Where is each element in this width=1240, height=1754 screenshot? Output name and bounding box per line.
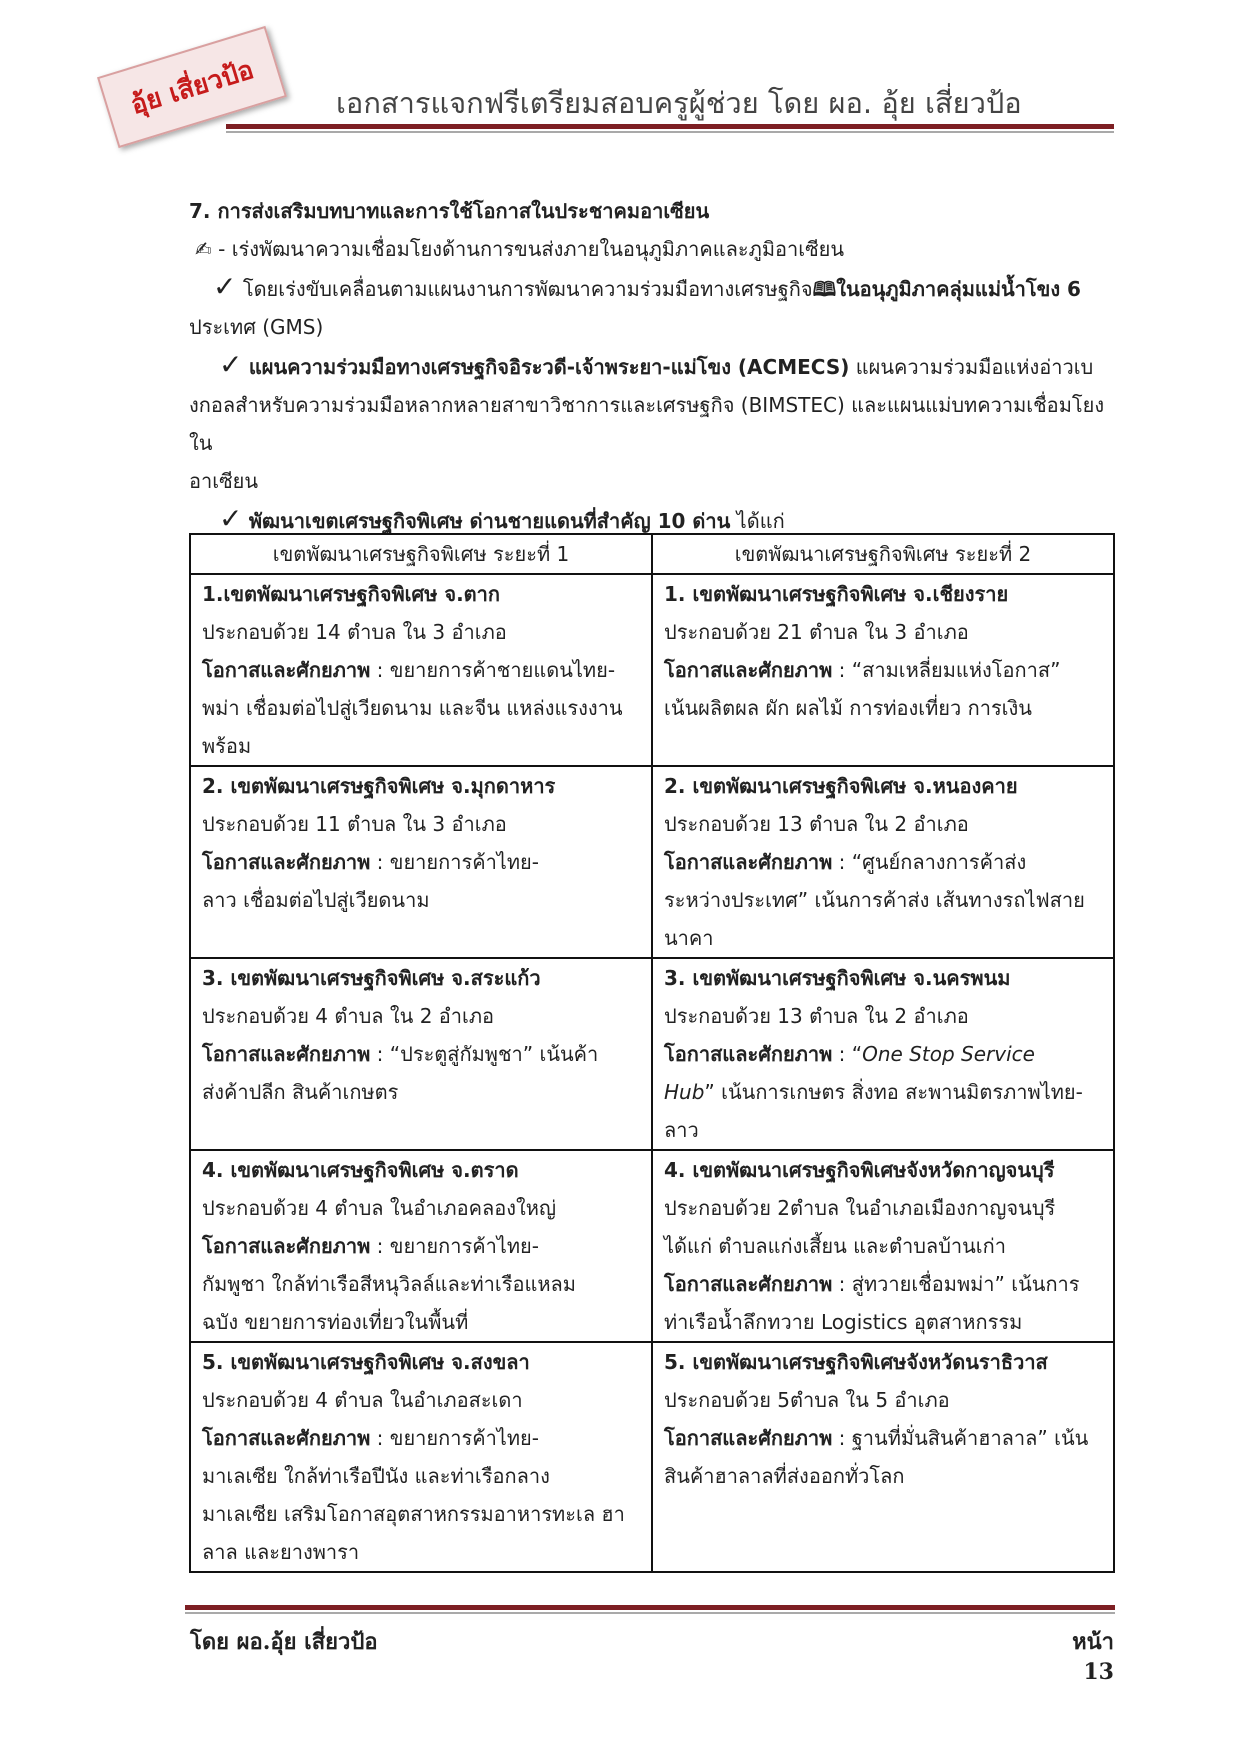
- zone-line-rest: ” เน้นการเกษตร สิ่งทอ สะพานมิตรภาพไทย-: [704, 1080, 1083, 1104]
- page-number: หน้า 13: [1072, 1629, 1114, 1685]
- zone-opportunity: [664, 1035, 1105, 1073]
- stamp-logo: อุ้ย เสี่ยวป้อ: [97, 26, 287, 148]
- header-rule-shadow: [226, 131, 1114, 133]
- table-cell: [652, 958, 1114, 1150]
- table-cell: [190, 766, 652, 958]
- zone-opportunity: [202, 1419, 643, 1457]
- check3-bold: พัฒนาเขตเศรษฐกิจพิเศษ ด่านชายแดนที่สำคัญ 10 ด่าน: [248, 509, 731, 533]
- opportunity-label: โอกาสและศักยภาพ: [202, 850, 371, 874]
- zone-line: ลาล และยางพารา: [202, 1540, 360, 1564]
- check-item-acmecs: [189, 346, 1115, 386]
- opportunity-text: : ขยายการค้าชายแดนไทย-: [370, 658, 616, 682]
- opportunity-label: โอกาสและศักยภาพ: [664, 1272, 833, 1296]
- table-cell: [652, 1150, 1114, 1342]
- table-row: [190, 574, 1114, 766]
- header-rule: [226, 124, 1114, 129]
- check1-bold: ในอนุภูมิภาคลุ่มแม่น้ำโขง 6: [836, 277, 1081, 301]
- opportunity-text: : ขยายการค้าไทย-: [370, 850, 539, 874]
- zone-title: 4. เขตพัฒนาเศรษฐกิจพิเศษ จ.ตราด: [202, 1158, 519, 1182]
- table-header-row: [190, 534, 1114, 574]
- opportunity-text: : ขยายการค้าไทย-: [370, 1426, 539, 1450]
- zone-line: ท่าเรือน้ำลึกทวาย Logistics อุตสาหกรรม: [664, 1310, 1023, 1334]
- zone-opportunity: [202, 651, 643, 689]
- table-cell: [652, 574, 1114, 766]
- check2-rest1: แผนความร่วมมือแห่งอ่าวเบ: [849, 355, 1094, 379]
- opportunity-label: โอกาสและศักยภาพ: [664, 1426, 833, 1450]
- zone-line: [664, 1073, 1105, 1111]
- table-cell: [190, 574, 652, 766]
- bullet-intro: [189, 230, 1115, 268]
- zone-line: ฉบัง ขยายการท่องเที่ยวในพื้นที่: [202, 1310, 469, 1334]
- section-content: [189, 192, 1115, 540]
- opportunity-label: โอกาสและศักยภาพ: [664, 1042, 833, 1066]
- zone-line: ประกอบด้วย 5ตำบล ใน 5 อำเภอ: [664, 1388, 950, 1412]
- opportunity-text: : “สามเหลี่ยมแห่งโอกาส”: [832, 658, 1061, 682]
- checkmark-icon: ✓: [213, 270, 237, 303]
- zone-line-italic: Hub: [664, 1080, 705, 1104]
- zone-line: ประกอบด้วย 4 ตำบล ในอำเภอสะเดา: [202, 1388, 523, 1412]
- opportunity-label: โอกาสและศักยภาพ: [202, 1426, 371, 1450]
- zone-line: ได้แก่ ตำบลแก่งเสี้ยน และตำบลบ้านเก่า: [664, 1234, 1006, 1258]
- zone-title: 2. เขตพัฒนาเศรษฐกิจพิเศษ จ.มุกดาหาร: [202, 774, 556, 798]
- zone-line: ลาว เชื่อมต่อไปสู่เวียดนาม: [202, 888, 430, 912]
- zone-line: พม่า เชื่อมต่อไปสู่เวียดนาม และจีน แหล่งแรงงาน: [202, 696, 623, 720]
- zone-line: กัมพูชา ใกล้ท่าเรือสีหนุวิลล์และท่าเรือแหลม: [202, 1272, 576, 1296]
- zone-line: มาเลเซีย เสริมโอกาสอุตสาหกรรมอาหารทะเล ฮา: [202, 1502, 625, 1526]
- section-heading: 7. การส่งเสริมบทบาทและการใช้โอกาสในประชาคมอาเซียน: [189, 199, 710, 223]
- zone-line: ลาว: [664, 1118, 699, 1142]
- opportunity-text: : “ศูนย์กลางการค้าส่ง: [832, 850, 1027, 874]
- opportunity-text: : “ประตูสู่กัมพูชา” เน้นค้า: [370, 1042, 599, 1066]
- zone-line: ประกอบด้วย 4 ตำบล ใน 2 อำเภอ: [202, 1004, 495, 1028]
- zone-title: 3. เขตพัฒนาเศรษฐกิจพิเศษ จ.สระแก้ว: [202, 966, 541, 990]
- opportunity-label: โอกาสและศักยภาพ: [202, 1042, 371, 1066]
- col2-header: เขตพัฒนาเศรษฐกิจพิเศษ ระยะที่ 2: [652, 534, 1114, 574]
- sez-table: [189, 533, 1115, 1573]
- table-cell: [190, 1150, 652, 1342]
- opportunity-label: โอกาสและศักยภาพ: [202, 1234, 371, 1258]
- table-cell: [190, 958, 652, 1150]
- zone-title: 5. เขตพัฒนาเศรษฐกิจพิเศษ จ.สงขลา: [202, 1350, 530, 1374]
- table-row: [190, 958, 1114, 1150]
- opportunity-prefix: : “: [832, 1042, 863, 1066]
- opportunity-label: โอกาสและศักยภาพ: [664, 850, 833, 874]
- writing-hand-icon: ✍: [195, 237, 212, 261]
- table-row: [190, 1150, 1114, 1342]
- zone-title: 3. เขตพัฒนาเศรษฐกิจพิเศษ จ.นครพนม: [664, 966, 1011, 990]
- check2-rest3: อาเซียน: [189, 469, 259, 493]
- opportunity-text: : สู่ทวายเชื่อมพม่า” เน้นการ: [832, 1272, 1080, 1296]
- opportunity-italic: One Stop Service: [862, 1042, 1035, 1066]
- zone-title: 1. เขตพัฒนาเศรษฐกิจพิเศษ จ.เชียงราย: [664, 582, 1009, 606]
- zone-opportunity: [664, 843, 1105, 881]
- bullet-intro-text: - เร่งพัฒนาความเชื่อมโยงด้านการขนส่งภายในอนุภูมิภาคและภูมิอาเซียน: [218, 237, 845, 261]
- zone-opportunity: [664, 1419, 1105, 1457]
- check1-tail: ประเทศ (GMS): [189, 315, 324, 339]
- check1-lead: โดยเร่งขับเคลื่อนตามแผนงานการพัฒนาความร่วมมือทางเศรษฐกิจ: [242, 277, 813, 301]
- footer-rule-shadow: [185, 1612, 1115, 1614]
- zone-opportunity: [202, 1227, 643, 1265]
- zone-line: ประกอบด้วย 21 ตำบล ใน 3 อำเภอ: [664, 620, 969, 644]
- book-icon: 🕮: [812, 277, 837, 301]
- zone-line: เน้นผลิตผล ผัก ผลไม้ การท่องเที่ยว การเงิน: [664, 696, 1032, 720]
- zone-title: 4. เขตพัฒนาเศรษฐกิจพิเศษจังหวัดกาญจนบุรี: [664, 1158, 1055, 1182]
- footer-rule: [185, 1605, 1115, 1610]
- zone-line: สินค้าฮาลาลที่ส่งออกทั่วโลก: [664, 1464, 905, 1488]
- check-item-gms: [189, 268, 1115, 308]
- check2-rest2: งกอลสำหรับความร่วมมือหลากหลายสาขาวิชาการและเศรษฐกิจ (BIMSTEC) และแผนแม่บทความเชื่อมโยงใน: [189, 393, 1105, 455]
- zone-title: 1.เขตพัฒนาเศรษฐกิจพิเศษ จ.ตาก: [202, 582, 500, 606]
- opportunity-text: : ขยายการค้าไทย-: [370, 1234, 539, 1258]
- col1-header: เขตพัฒนาเศรษฐกิจพิเศษ ระยะที่ 1: [190, 534, 652, 574]
- zone-opportunity: [664, 1265, 1105, 1303]
- header-title: เอกสารแจกฟรีเตรียมสอบครูผู้ช่วย โดย ผอ. อุ้ย เสี่ยวป้อ: [336, 86, 1022, 120]
- zone-title: 2. เขตพัฒนาเศรษฐกิจพิเศษ จ.หนองคาย: [664, 774, 1018, 798]
- zone-line: ระหว่างประเทศ” เน้นการค้าส่ง เส้นทางรถไฟสาย: [664, 888, 1085, 912]
- table-row: [190, 1342, 1114, 1572]
- check3-rest: ได้แก่: [730, 509, 785, 533]
- zone-line: ประกอบด้วย 13 ตำบล ใน 2 อำเภอ: [664, 812, 969, 836]
- zone-opportunity: [202, 1035, 643, 1073]
- zone-line: ประกอบด้วย 13 ตำบล ใน 2 อำเภอ: [664, 1004, 969, 1028]
- zone-opportunity: [664, 651, 1105, 689]
- zone-line: ประกอบด้วย 14 ตำบล ใน 3 อำเภอ: [202, 620, 507, 644]
- zone-opportunity: [202, 843, 643, 881]
- zone-line: ประกอบด้วย 11 ตำบล ใน 3 อำเภอ: [202, 812, 507, 836]
- opportunity-label: โอกาสและศักยภาพ: [202, 658, 371, 682]
- zone-line: มาเลเซีย ใกล้ท่าเรือปีนัง และท่าเรือกลาง: [202, 1464, 550, 1488]
- zone-title: 5. เขตพัฒนาเศรษฐกิจพิเศษจังหวัดนราธิวาส: [664, 1350, 1048, 1374]
- zone-line: ประกอบด้วย 2ตำบล ในอำเภอเมืองกาญจนบุรี: [664, 1196, 1056, 1220]
- table-row: [190, 766, 1114, 958]
- zone-line: ประกอบด้วย 4 ตำบล ในอำเภอคลองใหญ่: [202, 1196, 557, 1220]
- footer-author: โดย ผอ.อุ้ย เสี่ยวป้อ: [190, 1629, 378, 1655]
- zone-line: นาคา: [664, 926, 714, 950]
- checkmark-icon: ✓: [219, 502, 243, 535]
- zone-line: พร้อม: [202, 734, 252, 758]
- opportunity-label: โอกาสและศักยภาพ: [664, 658, 833, 682]
- zone-line: ส่งค้าปลีก สินค้าเกษตร: [202, 1080, 399, 1104]
- table-cell: [652, 766, 1114, 958]
- table-cell: [652, 1342, 1114, 1572]
- check2-bold: แผนความร่วมมือทางเศรษฐกิจอิระวดี-เจ้าพระยา-แม่โขง (ACMECS): [248, 355, 850, 379]
- checkmark-icon: ✓: [219, 348, 243, 381]
- opportunity-text: : ฐานที่มั่นสินค้าฮาลาล” เน้น: [832, 1426, 1089, 1450]
- table-cell: [190, 1342, 652, 1572]
